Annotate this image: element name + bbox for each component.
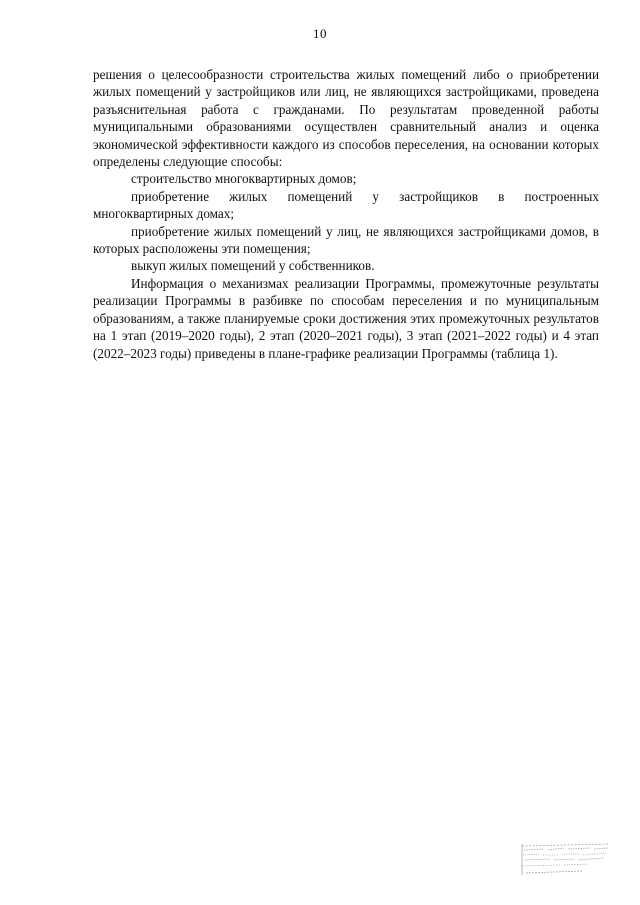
paragraph-schedule-info: Информация о механизмах реализации Программы, промежуточные результаты реализации Программы в разбивке по способам переселения и по муниципальным образованиям, а также планируемые сроки достижения этих промежуточных результатов на 1 этап (2019–2020 годы), 2 этап (2020–2021 годы), 3 этап (2021–2022 годы) и 4 этап (2022–2023 годы) приведены в плане-графике реализации Программы (таблица 1). <box>93 275 599 361</box>
paragraph-intro: решения о целесообразности строительства жилых помещений либо о приобретении жилых помещений у застройщиков или лиц, не являющихся застройщиками, проведена разъяснительная работа с гражданами. По результатам проведенной работы муниципальными образованиями осуществлен сравнительный анализ и оценка экономической эффективности каждого из способов переселения, на основании которых определены следующие способы: <box>93 67 599 170</box>
list-item-construction: строительство многоквартирных домов; <box>131 171 357 187</box>
document-stamp-mark <box>520 840 612 880</box>
list-item-buyout: выкуп жилых помещений у собственников. <box>131 258 375 274</box>
list-item-purchase-from-developers: приобретение жилых помещений у застройщиков в построенных многоквартирных домах; <box>93 188 599 222</box>
document-body <box>93 66 599 362</box>
page-number: 10 <box>313 26 327 41</box>
list-item-purchase-from-non-developers: приобретение жилых помещений у лиц, не являющихся застройщиками домов, в которых расположены эти помещения; <box>93 223 599 257</box>
